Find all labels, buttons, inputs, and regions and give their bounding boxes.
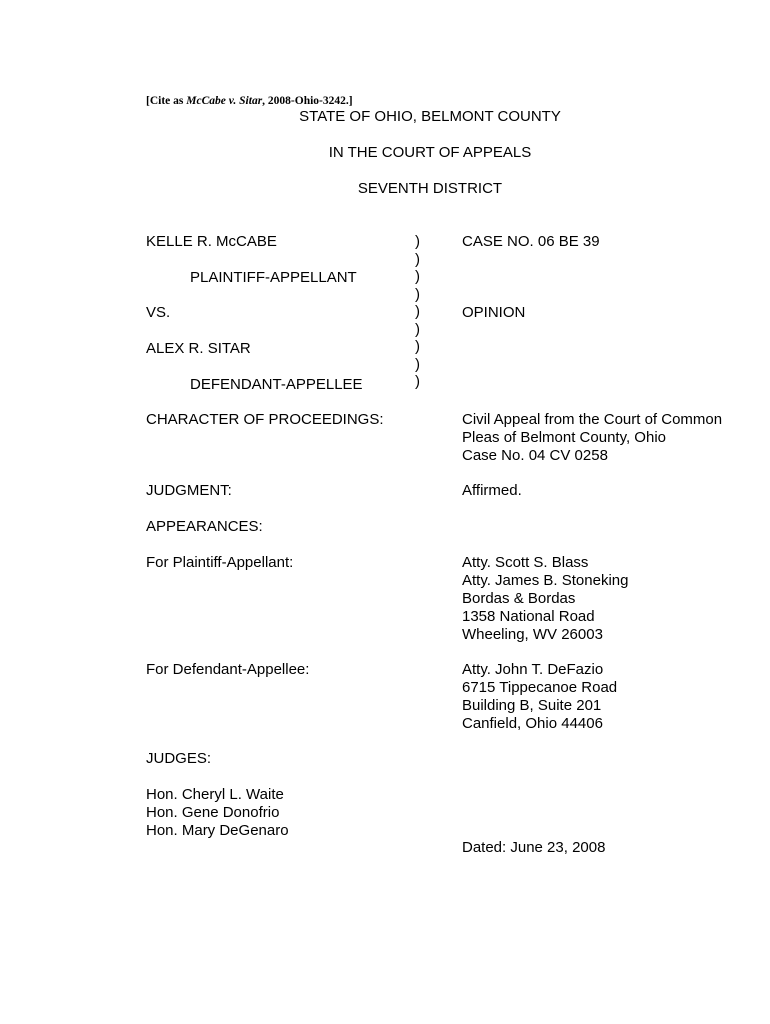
header-state-county: STATE OF OHIO, BELMONT COUNTY	[299, 108, 561, 125]
paren: )	[415, 373, 420, 390]
judgment-value: Affirmed.	[462, 482, 522, 499]
plaintiff-counsel-line: Atty. James B. Stoneking	[462, 572, 629, 589]
judge-name: Hon. Mary DeGenaro	[146, 822, 289, 839]
plaintiff-counsel	[462, 554, 628, 644]
proceedings-line: Civil Appeal from the Court of Common	[462, 411, 723, 428]
case-number: CASE NO. 06 BE 39	[462, 233, 600, 250]
document-type: OPINION	[462, 304, 526, 321]
defendant-counsel-line: Building B, Suite 201	[462, 697, 602, 714]
plaintiff-counsel-line: Bordas & Bordas	[462, 590, 576, 607]
paren: )	[415, 285, 420, 303]
paren: )	[415, 355, 420, 373]
paren: )	[415, 268, 420, 285]
judgment-label: JUDGMENT:	[146, 482, 232, 499]
defendant-counsel-label: For Defendant-Appellee:	[146, 661, 310, 678]
proceedings-line: Case No. 04 CV 0258	[462, 447, 608, 464]
plaintiff-counsel-line: 1358 National Road	[462, 608, 595, 625]
versus-label: VS.	[146, 304, 171, 321]
proceedings-label: CHARACTER OF PROCEEDINGS:	[146, 411, 384, 428]
dated-line: Dated: June 23, 2008	[462, 839, 606, 856]
defendant-counsel	[462, 661, 617, 733]
defendant-role: DEFENDANT-APPELLEE	[190, 376, 363, 393]
appearances-label: APPEARANCES:	[146, 518, 263, 535]
paren: )	[415, 338, 420, 355]
paren: )	[415, 233, 420, 250]
defendant-counsel-line: 6715 Tippecanoe Road	[462, 679, 618, 696]
plaintiff-role: PLAINTIFF-APPELLANT	[190, 269, 357, 286]
header-district: SEVENTH DISTRICT	[357, 180, 503, 197]
plaintiff-name: KELLE R. McCABE	[146, 233, 277, 250]
plaintiff-counsel-label: For Plaintiff-Appellant:	[146, 554, 294, 571]
paren: )	[415, 250, 420, 268]
judges-list	[146, 786, 289, 840]
judges-label: JUDGES:	[146, 750, 212, 767]
proceedings-text	[462, 411, 722, 465]
defendant-counsel-line: Canfield, Ohio 44406	[462, 715, 603, 732]
paren: )	[415, 320, 420, 338]
caption-parens	[415, 233, 420, 391]
citation-prefix: [Cite as	[146, 95, 187, 107]
judge-name: Hon. Cheryl L. Waite	[146, 786, 284, 803]
citation-case-name: McCabe v. Sitar	[186, 95, 263, 107]
paren: )	[415, 303, 420, 320]
header-court: IN THE COURT OF APPEALS	[328, 144, 532, 161]
defendant-name: ALEX R. SITAR	[146, 340, 251, 357]
defendant-counsel-line: Atty. John T. DeFazio	[462, 661, 604, 678]
plaintiff-counsel-line: Atty. Scott S. Blass	[462, 554, 589, 571]
citation-suffix: , 2008-Ohio-3242.]	[262, 95, 353, 107]
citation-line	[146, 94, 353, 108]
plaintiff-counsel-line: Wheeling, WV 26003	[462, 626, 603, 643]
proceedings-line: Pleas of Belmont County, Ohio	[462, 429, 666, 446]
judge-name: Hon. Gene Donofrio	[146, 804, 280, 821]
